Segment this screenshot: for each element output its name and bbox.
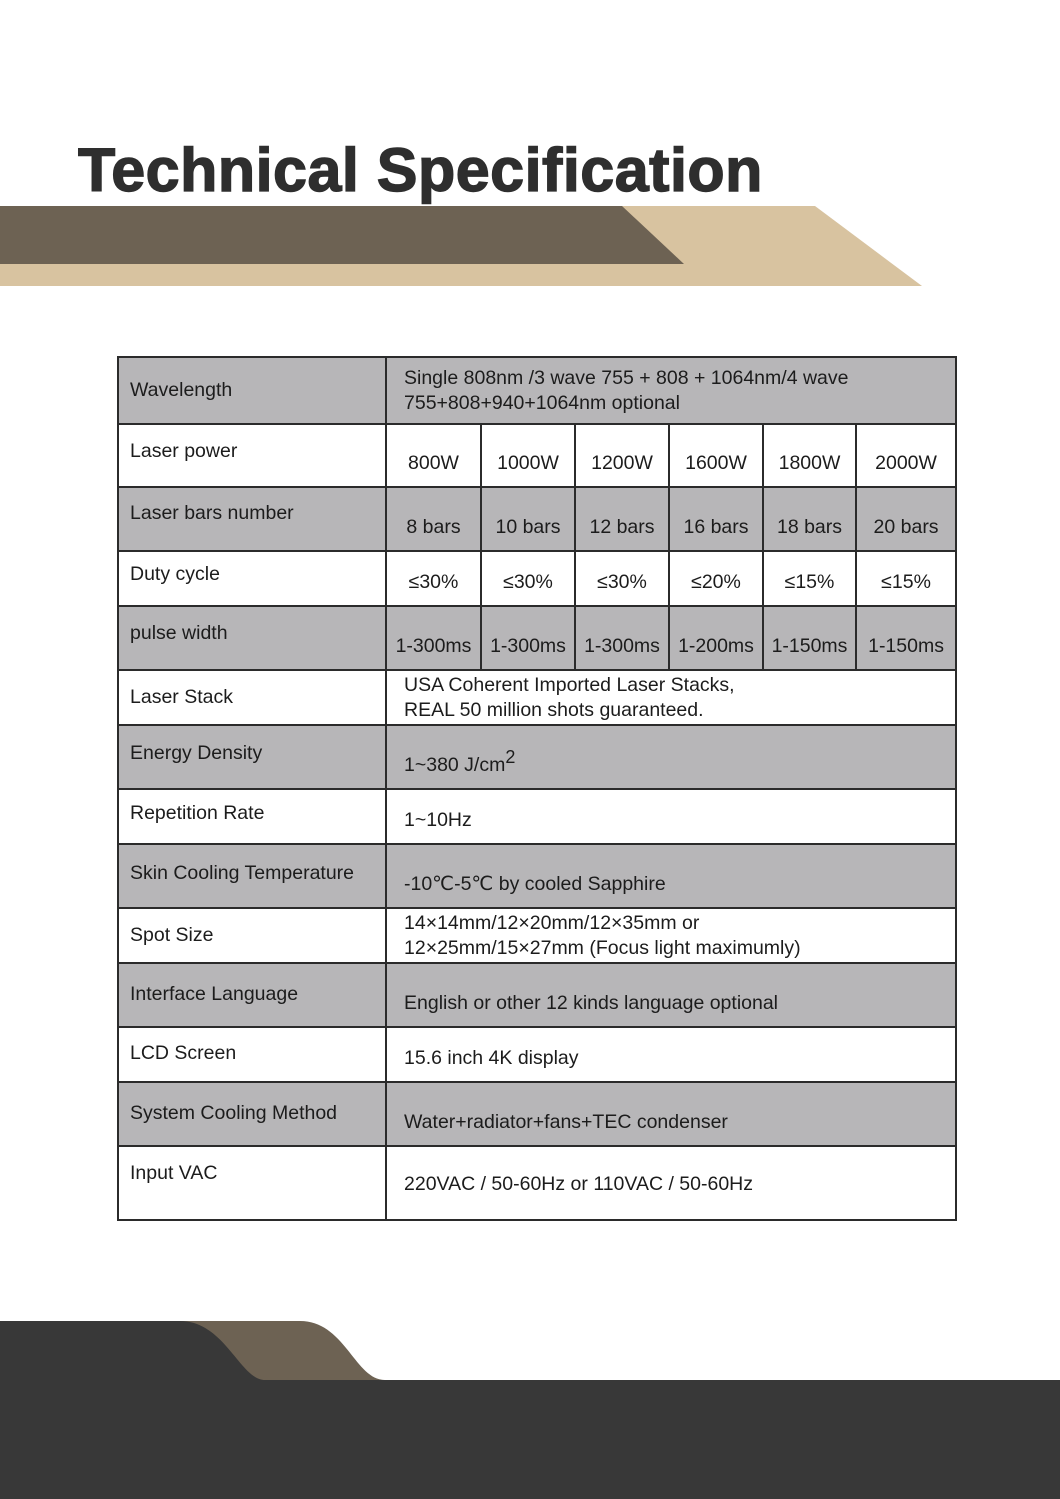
- value-cell: [386, 908, 956, 963]
- label-cell: [118, 424, 386, 487]
- energy-value: 1~380 J/cm: [404, 754, 506, 776]
- value-cell: [386, 606, 481, 670]
- value-cell: [386, 551, 481, 606]
- row-label: Input VAC: [130, 1162, 218, 1184]
- cell-value: 1000W: [497, 452, 559, 474]
- cell-value: 18 bars: [776, 516, 843, 538]
- value-cell: [481, 606, 575, 670]
- value-cell: [575, 551, 669, 606]
- value-text: 1~10Hz: [404, 809, 472, 831]
- label-cell: [118, 789, 386, 844]
- value-cell: [669, 606, 763, 670]
- value-line-1: USA Coherent Imported Laser Stacks,: [404, 673, 735, 696]
- row-input-vac: [118, 1146, 956, 1220]
- row-label: Laser power: [130, 440, 238, 462]
- value-cell: [386, 1146, 956, 1220]
- value-cell: [575, 606, 669, 670]
- cell-value: 1-300ms: [395, 635, 472, 657]
- value-cell: [481, 424, 575, 487]
- row-label: Skin Cooling Temperature: [130, 862, 355, 884]
- label-cell: [118, 1027, 386, 1082]
- label-cell: [118, 487, 386, 551]
- value-cell: [386, 725, 956, 789]
- row-label: Laser bars number: [130, 502, 294, 524]
- value-cell: [386, 1082, 956, 1146]
- value-cell: [386, 844, 956, 908]
- value-line-1: 14×14mm/12×20mm/12×35mm or: [404, 911, 700, 934]
- row-skin-cooling: [118, 844, 956, 908]
- cell-value: ≤20%: [691, 571, 741, 593]
- cell-value: 1-200ms: [678, 635, 754, 657]
- row-laser-stack: [118, 670, 956, 725]
- cell-value: ≤30%: [503, 571, 553, 593]
- cell-value: 10 bars: [495, 516, 561, 538]
- cell-value: ≤30%: [597, 571, 647, 593]
- cell-value: 20 bars: [873, 516, 939, 538]
- value-text: Water+radiator+fans+TEC condenser: [404, 1111, 728, 1133]
- value-text: English or other 12 kinds language optional: [404, 992, 779, 1014]
- value-cell: [386, 789, 956, 844]
- label-cell: [118, 963, 386, 1027]
- value-line-2: 755+808+940+1064nm optional: [404, 391, 680, 414]
- cell-value: 1-150ms: [868, 635, 944, 657]
- value-cell: [575, 424, 669, 487]
- row-system-cooling: [118, 1082, 956, 1146]
- value-text: 15.6 inch 4K display: [404, 1047, 579, 1069]
- cell-value: 2000W: [875, 452, 937, 474]
- row-label: Spot Size: [130, 924, 214, 946]
- label-cell: [118, 725, 386, 789]
- banner-dark-stripe: [0, 206, 684, 264]
- header-banner: [0, 206, 1060, 288]
- row-duty-cycle: [118, 551, 956, 606]
- cell-value: 12 bars: [589, 516, 655, 538]
- value-text: -10℃-5℃ by cooled Sapphire: [404, 873, 666, 895]
- value-cell: [386, 424, 481, 487]
- footer-dark-band: [0, 1380, 1060, 1499]
- label-cell: [118, 551, 386, 606]
- cell-value: 8 bars: [406, 516, 461, 538]
- row-pulse-width: [118, 606, 956, 670]
- cell-value: ≤30%: [408, 571, 459, 593]
- value-cell: [481, 487, 575, 551]
- value-cell: [386, 670, 956, 725]
- value-text: 220VAC / 50-60Hz or 110VAC / 50-60Hz: [404, 1173, 754, 1195]
- row-lcd-screen: [118, 1027, 956, 1082]
- row-interface-language: [118, 963, 956, 1027]
- cell-value: ≤15%: [784, 571, 835, 593]
- label-cell: [118, 844, 386, 908]
- value-cell: [386, 357, 956, 424]
- value-cell: [856, 424, 956, 487]
- row-label: pulse width: [130, 622, 228, 644]
- value-cell: [763, 606, 856, 670]
- footer-band: [0, 1318, 1060, 1499]
- cell-value: 1600W: [685, 452, 747, 474]
- label-cell: [118, 1146, 386, 1220]
- row-label: Interface Language: [130, 983, 299, 1005]
- cell-value: 1800W: [778, 452, 841, 474]
- cell-value: 1200W: [591, 452, 653, 474]
- label-cell: [118, 908, 386, 963]
- value-cell: [386, 963, 956, 1027]
- row-spot-size: [118, 908, 956, 963]
- row-label: Duty cycle: [130, 563, 220, 585]
- value-cell: [386, 487, 481, 551]
- cell-value: 1-300ms: [584, 635, 660, 657]
- value-cell: [669, 424, 763, 487]
- value-cell: [669, 551, 763, 606]
- value-cell: [763, 424, 856, 487]
- value-line-2: REAL 50 million shots guaranteed.: [404, 698, 704, 721]
- value-cell: [575, 487, 669, 551]
- value-cell: [763, 487, 856, 551]
- row-energy-density: [118, 725, 956, 789]
- label-cell: [118, 357, 386, 424]
- value-cell: [763, 551, 856, 606]
- row-wavelength: [118, 357, 956, 424]
- row-laser-bars: [118, 487, 956, 551]
- label-cell: [118, 670, 386, 725]
- value-cell: [856, 551, 956, 606]
- row-label: LCD Screen: [130, 1042, 237, 1064]
- row-repetition-rate: [118, 789, 956, 844]
- label-cell: [118, 606, 386, 670]
- spec-table: [117, 356, 957, 1221]
- cell-value: 1-300ms: [490, 635, 566, 657]
- row-label: Energy Density: [130, 742, 263, 764]
- row-label: System Cooling Method: [130, 1102, 338, 1124]
- value-text: [404, 747, 955, 788]
- value-cell: [856, 606, 956, 670]
- value-cell: [386, 1027, 956, 1082]
- cell-value: 1-150ms: [771, 635, 848, 657]
- row-label: Wavelength: [130, 379, 233, 401]
- value-line-2: 12×25mm/15×27mm (Focus light maximumly): [404, 936, 801, 959]
- cell-value: ≤15%: [881, 571, 931, 593]
- value-line-1: Single 808nm /3 wave 755 + 808 + 1064nm/4 wave: [404, 366, 849, 389]
- row-label: Repetition Rate: [130, 802, 265, 824]
- page-title: Technical Specification: [78, 136, 763, 204]
- row-laser-power: [118, 424, 956, 487]
- value-cell: [669, 487, 763, 551]
- row-label: Laser Stack: [130, 686, 233, 708]
- superscript: 2: [505, 747, 516, 767]
- cell-value: 16 bars: [683, 516, 749, 538]
- value-cell: [856, 487, 956, 551]
- label-cell: [118, 1082, 386, 1146]
- cell-value: 800W: [408, 452, 459, 474]
- value-cell: [481, 551, 575, 606]
